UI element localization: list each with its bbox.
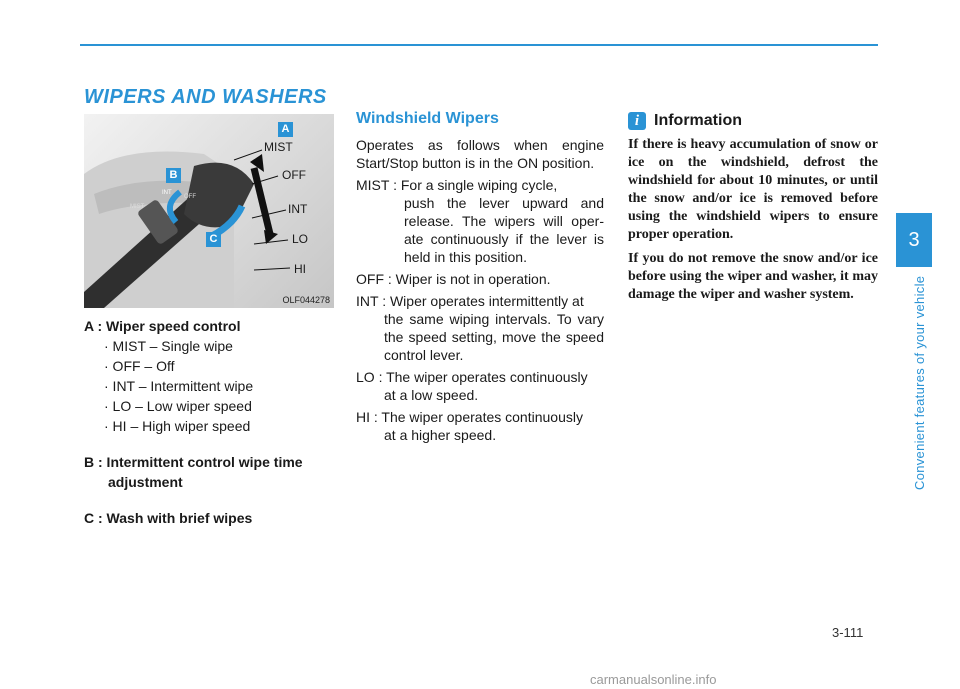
mode-hi-cont: at a higher speed. bbox=[384, 427, 497, 443]
figure-code: OLF044278 bbox=[282, 295, 330, 305]
information-box bbox=[628, 112, 878, 310]
callout-off: OFF bbox=[282, 168, 306, 182]
header-rule bbox=[80, 44, 878, 46]
section-title: WIPERS AND WASHERS bbox=[84, 86, 327, 108]
legend-a-title: A : Wiper speed control bbox=[84, 318, 241, 334]
badge-b: B bbox=[166, 168, 181, 183]
badge-c: C bbox=[206, 232, 221, 247]
figure-legend bbox=[84, 316, 334, 528]
information-title: Information bbox=[654, 112, 742, 129]
stalk-mark-int: INT bbox=[162, 190, 172, 196]
mode-lo bbox=[356, 368, 604, 404]
updown-arrow-a bbox=[254, 168, 270, 234]
callout-int: INT bbox=[288, 202, 308, 216]
stalk-mark-mist: MIST bbox=[130, 204, 145, 210]
windshield-heading: Windshield Wipers bbox=[356, 110, 499, 127]
callout-mist: MIST bbox=[264, 140, 293, 154]
wiper-lever-illustration bbox=[84, 114, 334, 308]
mode-int-cont: the same wiping intervals. To vary the speed setting, move the speed control lever. bbox=[384, 311, 604, 363]
legend-a-item: · INT – Intermittent wipe bbox=[104, 378, 254, 394]
windshield-wipers-section bbox=[356, 110, 604, 448]
mode-off: OFF : Wiper is not in operation. bbox=[356, 271, 551, 287]
mode-mist-cont: push the lever upward and release. The wipers will oper- ate continuously if the lever is held in this position. bbox=[404, 195, 604, 265]
legend-b-title-cont: adjustment bbox=[108, 474, 183, 490]
callout-lo: LO bbox=[292, 232, 309, 246]
legend-a-item: · LO – Low wiper speed bbox=[104, 398, 252, 414]
information-para-1: If there is heavy accumulation of snow or ice on the windshield, defrost the windshield for about 10 minutes, or until the snow and/or ice is removed before using the windshield wipers to ensure proper operation. bbox=[628, 137, 878, 242]
legend-a-item: · OFF – Off bbox=[104, 358, 175, 374]
badge-a: A bbox=[278, 122, 293, 137]
legend-c-title: C : Wash with brief wipes bbox=[84, 510, 253, 526]
mode-mist-lead: MIST : For a single wiping cycle, bbox=[356, 177, 558, 193]
page-number: 3-111 bbox=[832, 625, 864, 640]
mode-lo-lead: LO : The wiper operates continuously bbox=[356, 369, 588, 385]
mode-hi bbox=[356, 408, 604, 444]
callout-hi: HI bbox=[294, 262, 306, 276]
mode-int-lead: INT : Wiper operates intermittently at bbox=[356, 293, 584, 309]
chapter-tab: 3 bbox=[896, 213, 932, 267]
stalk-mark-off: OFF bbox=[184, 194, 196, 200]
leader-hi bbox=[254, 268, 290, 270]
mode-lo-cont: at a low speed. bbox=[384, 387, 479, 403]
legend-a-item: · HI – High wiper speed bbox=[104, 418, 251, 434]
legend-a-item: · MIST – Single wipe bbox=[104, 338, 233, 354]
windshield-intro: Operates as follows when engine Start/Stop button is in the ON position. bbox=[356, 137, 604, 171]
mode-mist bbox=[356, 176, 604, 266]
mode-int bbox=[356, 292, 604, 364]
watermark: carmanualsonline.info bbox=[590, 672, 717, 687]
legend-b-title: B : Intermittent control wipe time bbox=[84, 454, 303, 470]
leader-lo bbox=[254, 240, 288, 244]
information-header bbox=[628, 112, 878, 130]
info-icon: i bbox=[628, 112, 646, 130]
information-para-2: If you do not remove the snow and/or ice before using the wiper and washer, it may damage the wiper and washer system. bbox=[628, 251, 878, 302]
chapter-label: Convenient features of your vehicle bbox=[912, 275, 927, 490]
mode-hi-lead: HI : The wiper operates continuously bbox=[356, 409, 583, 425]
